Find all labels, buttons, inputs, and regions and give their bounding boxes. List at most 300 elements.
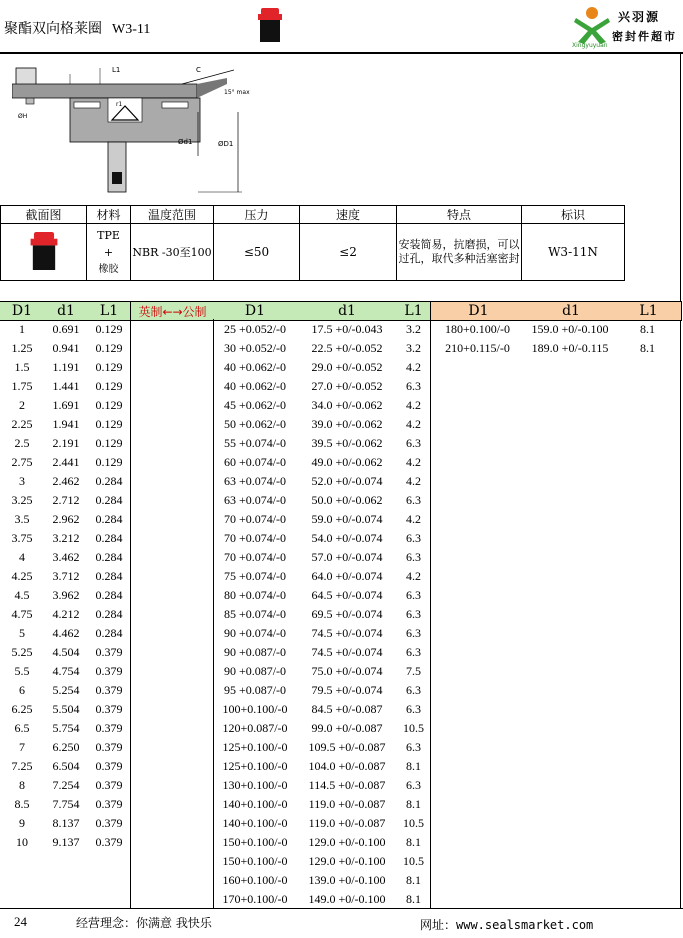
frame-right	[680, 52, 681, 908]
table-cell: 6.5	[14, 721, 30, 735]
table-cell: 54.0 +0/-0.074	[311, 531, 383, 545]
table-cell: 2.712	[52, 493, 80, 507]
table-cell: 55 +0.074/-0	[223, 436, 287, 450]
table-cell: 27.0 +0/-0.052	[311, 379, 383, 393]
table-cell: 10.5	[403, 816, 424, 830]
table-row	[213, 434, 430, 453]
table-cell: 0.379	[95, 759, 123, 773]
table-cell: 3.2	[406, 341, 421, 355]
table-cell: 8.1	[640, 341, 655, 355]
table-cell: 125+0.100/-0	[222, 740, 288, 754]
material-line: +	[103, 245, 114, 259]
table-row	[213, 605, 430, 624]
table-cell: 9.137	[52, 835, 80, 849]
table-cell: 150+0.100/-0	[222, 835, 288, 849]
table-cell: 0.284	[95, 512, 123, 526]
table-cell: 0.284	[95, 493, 123, 507]
spec-header: 标识	[522, 206, 625, 224]
table-cell: 140+0.100/-0	[222, 816, 288, 830]
table-cell: 80 +0.074/-0	[223, 588, 287, 602]
table-cell: 0.284	[95, 531, 123, 545]
logo-line1: 兴羽源	[618, 10, 661, 24]
table-cell: 4.2	[406, 398, 421, 412]
table-cell: 70 +0.074/-0	[223, 531, 287, 545]
table-cell: 2.462	[52, 474, 80, 488]
footer-website: 网址：www.sealsmarket.com	[420, 918, 594, 932]
table-cell: 6.3	[406, 588, 421, 602]
table-cell: 6.3	[406, 626, 421, 640]
spec-header: 温度范围	[131, 206, 214, 224]
table-cell: 4.462	[52, 626, 80, 640]
table-row	[213, 529, 430, 548]
table-cell: 5.5	[14, 664, 30, 678]
table-cell: 5.504	[52, 702, 80, 716]
table-row	[213, 567, 430, 586]
table-row	[213, 548, 430, 567]
table-cell: 0.379	[95, 740, 123, 754]
table-cell: 0.129	[95, 360, 123, 374]
table-cell: 6.3	[406, 683, 421, 697]
table-cell: 6.3	[406, 493, 421, 507]
col-header-d1: D1	[11, 303, 33, 319]
table-cell: 3.75	[11, 531, 33, 545]
table-row	[0, 719, 130, 738]
table-row	[0, 396, 130, 415]
table-cell: 6.3	[406, 702, 421, 716]
table-row	[213, 814, 430, 833]
spec-header-row	[1, 206, 625, 224]
table-cell: 0.129	[95, 341, 123, 355]
table-cell: 8.1	[406, 873, 421, 887]
table-cell: 4.754	[52, 664, 80, 678]
col-header-l1: L1	[99, 303, 119, 319]
table-cell: 4.2	[406, 360, 421, 374]
table-cell: 57.0 +0/-0.074	[311, 550, 383, 564]
table-cell: 5.754	[52, 721, 80, 735]
table-cell: 0.379	[95, 645, 123, 659]
spec-header: 材料	[87, 206, 131, 224]
table-cell: 3.712	[52, 569, 80, 583]
table-row	[213, 681, 430, 700]
cross-section-cell	[1, 224, 87, 281]
table-row	[213, 852, 430, 871]
footer-motto: 经营理念：你满意 我快乐	[76, 916, 212, 930]
table-row	[0, 700, 130, 719]
table-cell: 79.5 +0/-0.074	[311, 683, 383, 697]
table-cell: 0.284	[95, 626, 123, 640]
table-cell: 0.691	[52, 322, 80, 336]
table-row	[0, 795, 130, 814]
table-cell: 52.0 +0/-0.074	[311, 474, 383, 488]
table-row	[213, 700, 430, 719]
table-row	[0, 320, 130, 339]
table-cell: 64.5 +0/-0.074	[311, 588, 383, 602]
table-cell: 2.441	[52, 455, 80, 469]
table-cell: 129.0 +0/-0.100	[308, 854, 386, 868]
installation-diagram	[12, 60, 272, 200]
table-cell: 85 +0.074/-0	[223, 607, 287, 621]
label-angle: 15° max	[224, 89, 250, 96]
table-cell: 7.25	[11, 759, 33, 773]
table-cell: 3.5	[14, 512, 30, 526]
logo-brand: Xingyuyuan	[572, 42, 608, 49]
table-cell: 40 +0.062/-0	[223, 379, 287, 393]
table-cell: 74.5 +0/-0.074	[311, 645, 383, 659]
table-cell: 6.3	[406, 550, 421, 564]
table-cell: 160+0.100/-0	[222, 873, 288, 887]
table-cell: 4.2	[406, 512, 421, 526]
table-row	[213, 472, 430, 491]
table-cell: 6.250	[52, 740, 80, 754]
table-row	[213, 643, 430, 662]
material-line: 橡胶	[98, 263, 119, 275]
table-row	[0, 377, 130, 396]
unit-conversion-header	[130, 301, 215, 321]
table-cell: 6.3	[406, 607, 421, 621]
table-cell: 8.1	[640, 322, 655, 336]
table-cell: 3	[19, 474, 25, 488]
table-cell: 104.0 +0/-0.087	[308, 759, 386, 773]
table-row	[0, 339, 130, 358]
label-oh: ØH	[18, 113, 28, 120]
table-row	[213, 510, 430, 529]
table-cell: 64.0 +0/-0.074	[311, 569, 383, 583]
table-row	[0, 510, 130, 529]
pressure-cell: ≤50	[214, 224, 300, 281]
table-cell: 8.1	[406, 759, 421, 773]
table-cell: 1	[19, 322, 25, 336]
table-cell: 39.5 +0/-0.062	[311, 436, 383, 450]
table-cell: 2	[19, 398, 25, 412]
table-cell: 75 +0.074/-0	[223, 569, 287, 583]
col-header-d1-inner: d1	[57, 303, 75, 319]
table-cell: 7.754	[52, 797, 80, 811]
table-row	[213, 757, 430, 776]
table-cell: 159.0 +0/-0.100	[531, 322, 609, 336]
table-cell: 120+0.087/-0	[222, 721, 288, 735]
table-cell: 3.212	[52, 531, 80, 545]
table-cell: 60 +0.074/-0	[223, 455, 287, 469]
table-row	[213, 415, 430, 434]
table-cell: 3.2	[406, 322, 421, 336]
conversion-label: 英制←→公制	[138, 304, 207, 319]
col-header-d1: D1	[468, 303, 489, 319]
table-cell: 69.5 +0/-0.074	[311, 607, 383, 621]
table-cell: 0.129	[95, 455, 123, 469]
table-row	[430, 339, 680, 358]
table-row	[213, 662, 430, 681]
table-cell: 50.0 +0/-0.062	[311, 493, 383, 507]
table-cell: 5	[19, 626, 25, 640]
table-row	[213, 339, 430, 358]
table-cell: 3.962	[52, 588, 80, 602]
table-cell: 2.5	[14, 436, 30, 450]
table-cell: 150+0.100/-0	[222, 854, 288, 868]
table-cell: 5.25	[11, 645, 33, 659]
table-cell: 70 +0.074/-0	[223, 512, 287, 526]
table-cell: 4.5	[14, 588, 30, 602]
table-cell: 74.5 +0/-0.074	[311, 626, 383, 640]
table-cell: 4.2	[406, 569, 421, 583]
table-row	[0, 586, 130, 605]
table-cell: 45 +0.062/-0	[223, 398, 287, 412]
spec-header: 压力	[214, 206, 300, 224]
table-cell: 0.129	[95, 417, 123, 431]
table-cell: 3.462	[52, 550, 80, 564]
table-cell: 6	[19, 683, 25, 697]
spec-header: 特点	[397, 206, 522, 224]
footer-rule	[0, 908, 683, 909]
table-cell: 125+0.100/-0	[222, 759, 288, 773]
table-cell: 129.0 +0/-0.100	[308, 835, 386, 849]
table-cell: 8.1	[406, 892, 421, 906]
table-row	[0, 491, 130, 510]
table-cell: 109.5 +0/-0.087	[308, 740, 386, 754]
table-row	[0, 567, 130, 586]
group2-header	[213, 301, 430, 321]
table-row	[0, 757, 130, 776]
temp-range-cell: NBR -30至100	[131, 224, 214, 281]
table-cell: 90 +0.074/-0	[223, 626, 287, 640]
col-header-l1: L1	[404, 303, 423, 319]
table-cell: 0.941	[52, 341, 80, 355]
table-cell: 99.0 +0/-0.087	[311, 721, 383, 735]
metric-size-list	[213, 320, 430, 909]
table-cell: 114.5 +0/-0.087	[308, 778, 386, 792]
table-cell: 39.0 +0/-0.062	[311, 417, 383, 431]
table-cell: 170+0.100/-0	[222, 892, 288, 906]
table-cell: 6.3	[406, 645, 421, 659]
label-r1: r1	[116, 101, 123, 108]
table-cell: 1.5	[14, 360, 30, 374]
group3-header	[430, 301, 682, 321]
table-cell: 7.5	[406, 664, 421, 678]
table-cell: 4	[19, 550, 25, 564]
table-row	[213, 719, 430, 738]
speed-cell: ≤2	[300, 224, 397, 281]
table-cell: 0.284	[95, 569, 123, 583]
table-cell: 22.5 +0/-0.052	[311, 341, 383, 355]
table-cell: 0.379	[95, 778, 123, 792]
table-cell: 17.5 +0/-0.043	[311, 322, 383, 336]
table-cell: 49.0 +0/-0.062	[311, 455, 383, 469]
table-cell: 6.3	[406, 436, 421, 450]
table-cell: 10.5	[403, 854, 424, 868]
features-cell: 安装简易，抗磨损，可以过孔，取代多种活塞密封	[397, 224, 522, 281]
table-cell: 63 +0.074/-0	[223, 474, 287, 488]
table-cell: 2.191	[52, 436, 80, 450]
table-cell: 2.75	[11, 455, 33, 469]
table-row	[213, 320, 430, 339]
divider	[130, 319, 131, 908]
table-cell: 0.129	[95, 436, 123, 450]
table-row	[213, 396, 430, 415]
table-row	[213, 890, 430, 909]
table-cell: 1.191	[52, 360, 80, 374]
table-cell: 40 +0.062/-0	[223, 360, 287, 374]
table-row	[430, 320, 680, 339]
table-cell: 0.129	[95, 322, 123, 336]
group1-header	[0, 301, 130, 321]
table-row	[0, 681, 130, 700]
table-row	[0, 605, 130, 624]
table-row	[0, 738, 130, 757]
table-cell: 63 +0.074/-0	[223, 493, 287, 507]
table-row	[0, 358, 130, 377]
label-od1: ØD1	[218, 140, 234, 148]
table-cell: 4.2	[406, 417, 421, 431]
table-row	[0, 529, 130, 548]
table-cell: 29.0 +0/-0.052	[311, 360, 383, 374]
table-cell: 8.1	[406, 835, 421, 849]
table-cell: 34.0 +0/-0.062	[311, 398, 383, 412]
table-cell: 6.25	[11, 702, 33, 716]
table-cell: 4.25	[11, 569, 33, 583]
table-cell: 95 +0.087/-0	[223, 683, 287, 697]
table-cell: 8.5	[14, 797, 30, 811]
table-cell: 6.3	[406, 740, 421, 754]
divider	[430, 319, 431, 908]
table-cell: 0.129	[95, 398, 123, 412]
label-l1: L1	[112, 66, 121, 74]
table-cell: 59.0 +0/-0.074	[311, 512, 383, 526]
table-cell: 75.0 +0/-0.074	[311, 664, 383, 678]
spec-table	[0, 205, 625, 281]
spec-value-row	[1, 224, 625, 281]
material-line: TPE	[97, 228, 120, 242]
table-row	[213, 624, 430, 643]
table-cell: 4.2	[406, 455, 421, 469]
table-cell: 6.3	[406, 778, 421, 792]
table-cell: 6.3	[406, 379, 421, 393]
table-cell: 0.284	[95, 588, 123, 602]
table-cell: 8	[19, 778, 25, 792]
table-cell: 90 +0.087/-0	[223, 645, 287, 659]
table-cell: 180+0.100/-0	[444, 322, 511, 336]
cross-section-icon	[30, 232, 58, 270]
table-cell: 70 +0.074/-0	[223, 550, 287, 564]
table-cell: 10	[16, 835, 28, 849]
table-cell: 0.379	[95, 664, 123, 678]
table-row	[0, 472, 130, 491]
table-cell: 4.75	[11, 607, 33, 621]
table-row	[213, 738, 430, 757]
table-row	[0, 548, 130, 567]
table-cell: 0.379	[95, 721, 123, 735]
top-rule	[0, 52, 683, 54]
table-cell: 30 +0.052/-0	[223, 341, 287, 355]
table-cell: 189.0 +0/-0.115	[531, 341, 609, 355]
table-cell: 0.284	[95, 607, 123, 621]
seal-profile-icon	[258, 8, 282, 42]
company-logo	[570, 4, 682, 52]
imperial-size-list	[0, 320, 130, 852]
table-row	[213, 586, 430, 605]
table-cell: 4.2	[406, 474, 421, 488]
table-row	[213, 377, 430, 396]
table-cell: 90 +0.087/-0	[223, 664, 287, 678]
table-cell: 84.5 +0/-0.087	[311, 702, 383, 716]
table-row	[0, 415, 130, 434]
table-row	[213, 795, 430, 814]
table-row	[0, 453, 130, 472]
large-size-list	[430, 320, 680, 358]
col-header-d1-inner: d1	[562, 303, 580, 319]
table-row	[213, 871, 430, 890]
table-cell: 1.75	[11, 379, 33, 393]
table-cell: 4.504	[52, 645, 80, 659]
table-cell: 0.284	[95, 550, 123, 564]
table-row	[0, 833, 130, 852]
table-cell: 10.5	[403, 721, 424, 735]
table-row	[213, 833, 430, 852]
table-cell: 119.0 +0/-0.087	[308, 816, 386, 830]
page-number: 24	[14, 914, 27, 929]
table-row	[0, 643, 130, 662]
table-cell: 5.254	[52, 683, 80, 697]
table-row	[213, 453, 430, 472]
col-header-l1: L1	[639, 303, 658, 319]
table-cell: 1.941	[52, 417, 80, 431]
table-cell: 1.691	[52, 398, 80, 412]
table-cell: 25 +0.052/-0	[223, 322, 287, 336]
table-cell: 1.441	[52, 379, 80, 393]
table-row	[0, 662, 130, 681]
table-cell: 140+0.100/-0	[222, 797, 288, 811]
label-d1: Ød1	[178, 138, 193, 146]
label-c: C	[196, 66, 201, 74]
table-cell: 0.284	[95, 474, 123, 488]
table-row	[0, 776, 130, 795]
table-cell: 4.212	[52, 607, 80, 621]
table-cell: 149.0 +0/-0.100	[308, 892, 386, 906]
table-cell: 6.504	[52, 759, 80, 773]
table-cell: 139.0 +0/-0.100	[308, 873, 386, 887]
table-cell: 7.254	[52, 778, 80, 792]
table-cell: 2.25	[11, 417, 33, 431]
table-cell: 0.379	[95, 702, 123, 716]
table-cell: 0.379	[95, 835, 123, 849]
table-cell: 1.25	[11, 341, 33, 355]
table-cell: 8.1	[406, 797, 421, 811]
table-cell: 100+0.100/-0	[222, 702, 288, 716]
table-cell: 0.379	[95, 797, 123, 811]
table-cell: 130+0.100/-0	[222, 778, 288, 792]
page-title	[4, 18, 150, 38]
table-row	[213, 358, 430, 377]
table-cell: 119.0 +0/-0.087	[308, 797, 386, 811]
spec-header: 截面图	[1, 206, 87, 224]
table-cell: 7	[19, 740, 25, 754]
table-row	[0, 434, 130, 453]
table-cell: 210+0.115/-0	[445, 341, 510, 355]
col-header-d1-inner: d1	[338, 303, 356, 319]
table-cell: 0.379	[95, 683, 123, 697]
table-row	[213, 491, 430, 510]
table-row	[213, 776, 430, 795]
table-cell: 0.379	[95, 816, 123, 830]
title-text: 聚酯双向格莱圈	[4, 21, 102, 37]
spec-header: 速度	[300, 206, 397, 224]
logo-line2: 密封件超市	[612, 30, 677, 43]
table-row	[0, 814, 130, 833]
table-cell: 6.3	[406, 531, 421, 545]
table-cell: 0.129	[95, 379, 123, 393]
table-cell: 9	[19, 816, 25, 830]
material-cell	[87, 224, 131, 281]
table-row	[0, 624, 130, 643]
table-cell: 2.962	[52, 512, 80, 526]
